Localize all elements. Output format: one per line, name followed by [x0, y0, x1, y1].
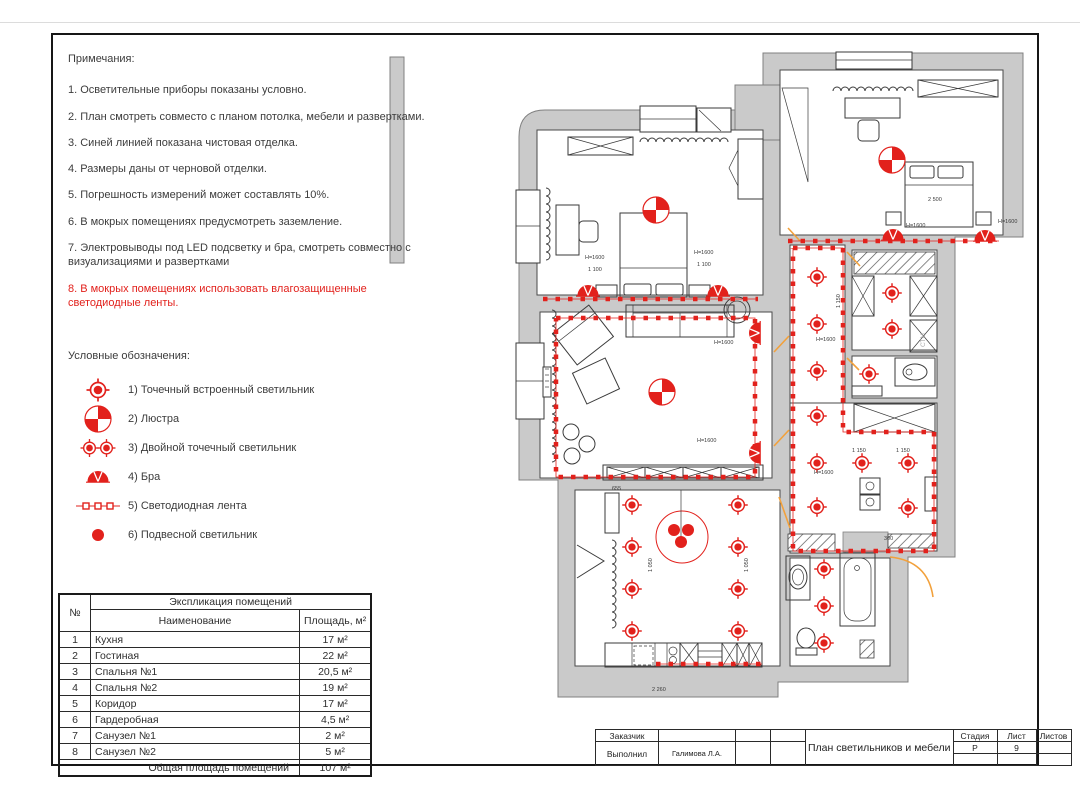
dimension-label: 1 100 — [697, 262, 711, 268]
dimension-label: H=1600 — [694, 250, 714, 256]
dimension-label: СТМ — [920, 333, 927, 347]
drawing-title: План светильников и мебели — [806, 730, 954, 766]
sheet-value: 9 — [997, 742, 1036, 754]
table-col-area: Площадь, м² — [300, 610, 372, 632]
note-item: 6. В мокрых помещениях предусмотреть заземление. — [68, 215, 343, 228]
dimension-label: 2 500 — [928, 197, 942, 203]
executor-name: Галимова Л.А. — [659, 742, 736, 766]
notes-title: Примечания: — [68, 53, 135, 65]
sheets-value — [1036, 742, 1071, 754]
dimension-label: 300 — [884, 536, 894, 542]
dimension-label: 655 — [612, 486, 622, 492]
chandelier-symbol — [643, 197, 669, 223]
spotlight-icon — [68, 376, 128, 404]
table-title: Экспликация помещений — [91, 594, 372, 610]
legend-item-led-strip — [68, 491, 408, 520]
dimension-label: 1 050 — [744, 558, 750, 572]
pendant-symbol — [682, 524, 694, 536]
room-explication-table — [58, 593, 372, 777]
table-total-label: Общая площадь помещений — [59, 760, 300, 777]
title-block — [595, 729, 1072, 766]
chandelier-symbol — [879, 147, 905, 173]
dimension-label: H=1600 — [816, 337, 836, 343]
sheets-label: Листов — [1036, 730, 1071, 742]
table-row: 5 Коридор 17 м² — [59, 696, 371, 712]
note-item: 8. В мокрых помещениях использовать влагозащищенные светодиодные ленты. — [68, 282, 367, 309]
dimension-label: 1 150 — [896, 448, 910, 454]
stage-value: Р — [953, 742, 997, 754]
table-row: 2 Гостиная 22 м² — [59, 648, 371, 664]
dimension-label: H=1600 — [714, 340, 734, 346]
stage-label: Стадия — [953, 730, 997, 742]
legend-item-double-spotlight — [68, 433, 408, 462]
dimension-label: H=1600 — [697, 438, 717, 444]
table-col-name: Наименование — [91, 610, 300, 632]
legend-item-spotlight — [68, 375, 408, 404]
dimension-label: H=1600 — [906, 223, 926, 229]
dimension-label: 1 150 — [836, 294, 842, 308]
pendant-icon — [68, 526, 128, 544]
legend-label: 6) Подвесной светильник — [128, 528, 258, 541]
legend-label: 4) Бра — [128, 470, 161, 483]
legend-label: 3) Двойной точечный светильник — [128, 441, 297, 454]
note-item: 7. Электровыводы под LED подсветку и бра, смотреть совместно с визуализациями и развертками — [68, 242, 411, 269]
table-row: 4 Спальня №2 19 м² — [59, 680, 371, 696]
chandelier-icon — [68, 405, 128, 433]
legend-label: 2) Люстра — [128, 412, 180, 425]
notes-section — [68, 52, 426, 322]
pendant-symbol — [675, 536, 687, 548]
table-row: 6 Гардеробная 4,5 м² — [59, 712, 371, 728]
note-item: 5. Погрешность измерений может составлять 10%. — [68, 189, 330, 202]
executor-label: Выполнил — [596, 742, 659, 766]
dimension-label: H=1600 — [585, 255, 605, 261]
double-spotlight-icon — [68, 434, 128, 462]
room-table-body — [59, 632, 371, 760]
legend-section — [68, 350, 408, 549]
table-row: 3 Спальня №1 20,5 м² — [59, 664, 371, 680]
note-item: 2. План смотреть совместо с планом потолка, мебели и развертками. — [68, 110, 425, 123]
dimension-label: 1 100 — [588, 267, 602, 273]
table-total-value: 107 м² — [300, 760, 372, 777]
note-item: 1. Осветительные приборы показаны условно. — [68, 84, 307, 97]
pendant-symbol — [668, 524, 680, 536]
dimension-label: 1 050 — [648, 558, 654, 572]
legend-item-pendant — [68, 520, 408, 549]
sheet-label: Лист — [997, 730, 1036, 742]
led-strip-icon — [68, 498, 128, 514]
dimension-label: 1 150 — [852, 448, 866, 454]
dimension-label: H=1600 — [998, 219, 1018, 225]
note-item: 3. Синей линией показана чистовая отделка. — [68, 136, 298, 149]
dimension-label: H=1600 — [814, 470, 834, 476]
table-row: 8 Санузел №2 5 м² — [59, 744, 371, 760]
note-item: 4. Размеры даны от черновой отделки. — [68, 163, 267, 176]
table-row: 7 Санузел №1 2 м² — [59, 728, 371, 744]
legend-item-chandelier — [68, 404, 408, 433]
table-col-num: № — [59, 594, 91, 632]
room-kitchen — [575, 490, 780, 666]
legend-label: 5) Светодиодная лента — [128, 499, 247, 512]
sconce-icon — [68, 465, 128, 489]
customer-label: Заказчик — [596, 730, 659, 742]
legend-item-sconce — [68, 462, 408, 491]
table-row: 1 Кухня 17 м² — [59, 632, 371, 648]
dimension-label: 2 260 — [652, 687, 666, 693]
legend-title: Условные обозначения: — [68, 350, 190, 362]
notes-list — [68, 83, 426, 310]
chandelier-symbol — [649, 379, 675, 405]
legend-label: 1) Точечный встроенный светильник — [128, 383, 315, 396]
